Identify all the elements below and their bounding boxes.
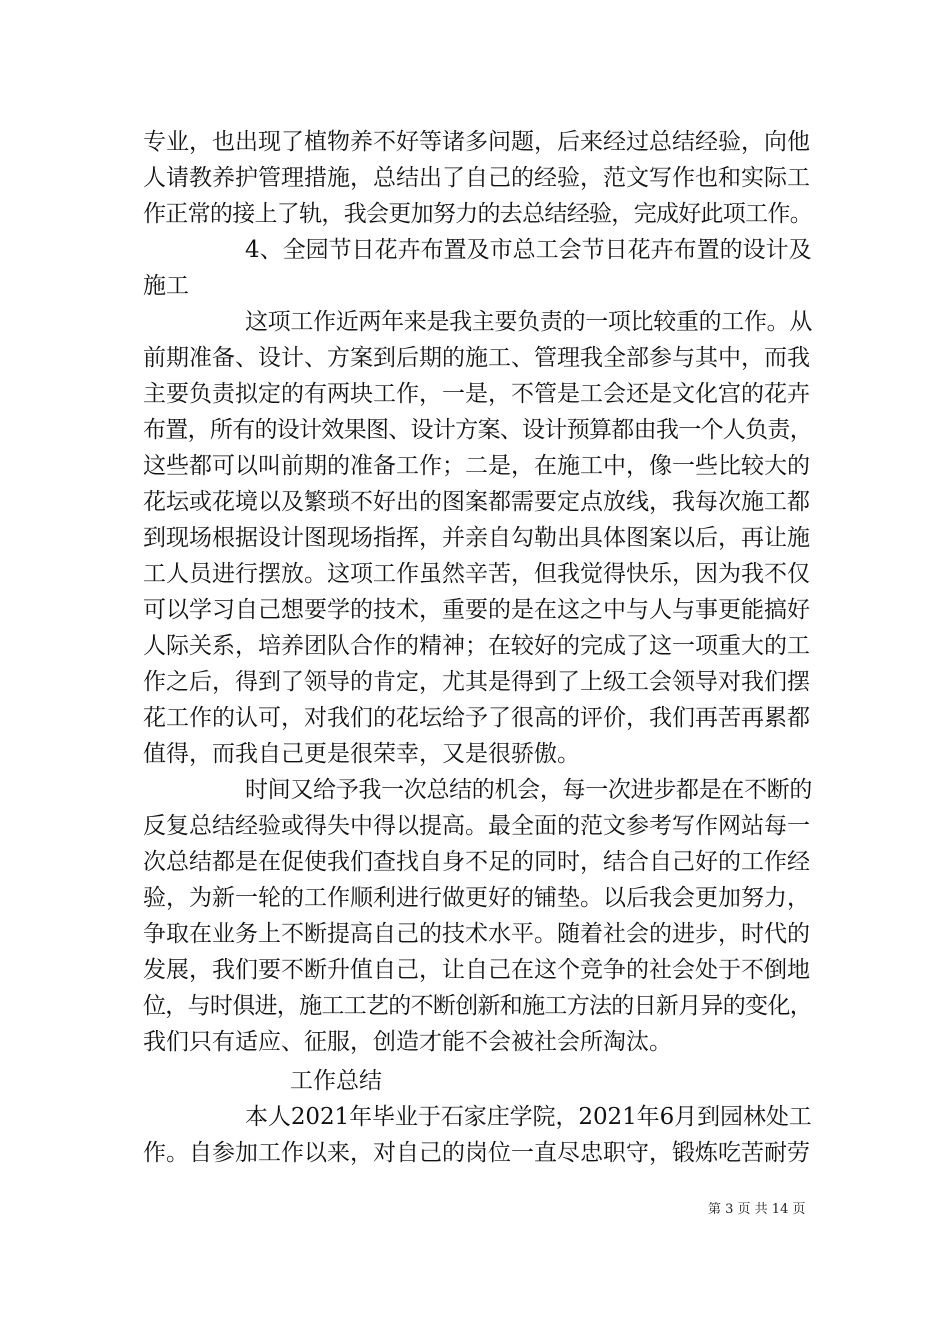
- text-line: 次总结都是在促使我们查找自身不足的同时，结合自己好的工作经: [143, 849, 810, 875]
- text-line: 工人员进行摆放。这项工作虽然辛苦，但我觉得快乐，因为我不仅: [143, 561, 810, 587]
- text-line: 争取在业务上不断提高自己的技术水平。随着社会的进步，时代的: [143, 921, 810, 947]
- text-line: 发展，我们要不断升值自己，让自己在这个竞争的社会处于不倒地: [143, 957, 810, 983]
- text-line: 到现场根据设计图现场指挥，并亲自勾勒出具体图案以后，再让施: [143, 525, 810, 551]
- text-line: 这些都可以叫前期的准备工作；二是，在施工中，像一些比较大的: [143, 453, 810, 479]
- text-line: 人请教养护管理措施，总结出了自己的经验，范文写作也和实际工: [143, 165, 810, 191]
- text-line: 作之后，得到了领导的肯定，尤其是得到了上级工会领导对我们摆: [143, 669, 810, 695]
- text-line: 验，为新一轮的工作顺利进行做更好的铺垫。以后我会更加努力，: [143, 885, 810, 911]
- text-line: 我们只有适应、征服，创造才能不会被社会所淘汰。: [143, 1029, 672, 1055]
- text-line: 人际关系，培养团队合作的精神；在较好的完成了这一项重大的工: [143, 633, 810, 659]
- section-title: 工作总结: [290, 1068, 382, 1094]
- text-line: 作正常的接上了轨，我会更加努力的去总结经验，完成好此项工作。: [143, 201, 813, 227]
- text-line: 前期准备、设计、方案到后期的施工、管理我全部参与其中，而我: [143, 345, 810, 371]
- section-heading: 4、全园节日花卉布置及市总工会节日花卉布置的设计及: [245, 237, 812, 263]
- paragraph-start: 这项工作近两年来是我主要负责的一项比较重的工作。从: [245, 309, 813, 335]
- paragraph-start: 时间又给予我一次总结的机会，每一次进步都是在不断的: [245, 777, 813, 803]
- paragraph-start: 本人2021年毕业于石家庄学院，2021年6月到园林处工: [245, 1104, 812, 1130]
- text-line: 花坛或花境以及繁琐不好出的图案都需要定点放线，我每次施工都: [143, 489, 810, 515]
- text-line: 施工: [143, 273, 189, 299]
- text-line: 专业，也出现了植物养不好等诸多问题，后来经过总结经验，向他: [143, 129, 810, 155]
- page-number-footer: 第 3 页 共 14 页: [708, 1202, 806, 1217]
- text-line: 主要负责拟定的有两块工作，一是，不管是工会还是文化宫的花卉: [143, 381, 810, 407]
- text-line: 作。自参加工作以来，对自己的岗位一直尽忠职守，锻炼吃苦耐劳: [143, 1140, 810, 1166]
- text-line: 可以学习自己想要学的技术，重要的是在这之中与人与事更能搞好: [143, 597, 810, 623]
- text-line: 值得，而我自己更是很荣幸，又是很骄傲。: [143, 741, 580, 767]
- text-line: 布置，所有的设计效果图、设计方案、设计预算都由我一个人负责，: [143, 417, 813, 443]
- text-line: 位，与时俱进，施工工艺的不断创新和施工方法的日新月异的变化，: [143, 993, 813, 1019]
- text-line: 花工作的认可，对我们的花坛给予了很高的评价，我们再苦再累都: [143, 705, 810, 731]
- text-line: 反复总结经验或得失中得以提高。最全面的范文参考写作网站每一: [143, 813, 810, 839]
